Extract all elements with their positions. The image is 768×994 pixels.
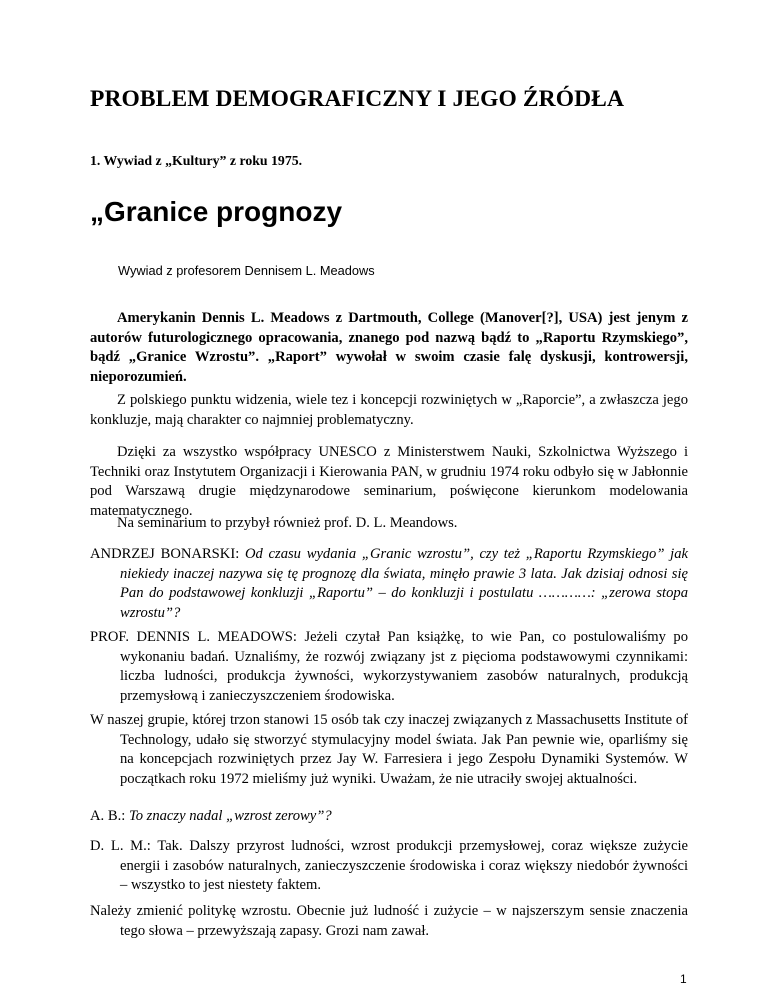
answer-text: W naszej grupie, której trzon stanowi 15 osób tak czy inaczej związanych z Massachusetts Institute of Technology, udało się stworzyć stymulacyjny model świata. Jak Pan pewnie wie, oparliśmy się na koncepcjach rozwiniętych przez Jay W. Farresiera i jego Zespołu Dynamiki Systemów. W początkach roku 1972 mieliśmy już wyniki. Uważam, że nie utraciły swojej aktualności. (90, 712, 688, 787)
answer-text: Jeżeli czytał Pan książkę, to wie Pan, co postulowaliśmy po wykonaniu badań. Uznaliśmy, że rozwój związany jst z pięcioma podstawowymi czynnikami: liczba ludności, produkcja żywności, wykorzystywaniem zasobów naturalnych, produkcją przemysłową i zanieczyszczeniem środowiska. (120, 629, 688, 704)
dialogue-answer-1 (90, 628, 688, 706)
question-text: To znaczy nadal „wzrost zerowy”? (128, 808, 332, 824)
lead-paragraph: Amerykanin Dennis L. Meadows z Dartmouth, College (Manover[?], USA) jest jenym z autorów futurologicznego opracowania, znanego pod nazwą bądź to „Raportu Rzymskiego”, bądź „Granice Wzrostu”. „Raport” wywołał w swoim czasie falę dyskusji, kontrowersji, nieporozumień. (90, 310, 688, 385)
speaker-label: PROF. DENNIS L. MEADOWS: (90, 629, 297, 645)
dialogue-answer-2 (90, 837, 688, 896)
dialogue-answer-continued (90, 711, 688, 789)
speaker-label: A. B.: (90, 808, 126, 824)
answer-text: Należy zmienić politykę wzrostu. Obecnie już ludność i zużycie – w najszerszym sensie znaczenia tego słowa – przewyższają zapasy. Grozi nam zawał. (90, 903, 688, 939)
document-title: PROBLEM DEMOGRAFICZNY I JEGO ŹRÓDŁA (90, 86, 625, 112)
article-subtitle: Wywiad z profesorem Dennisem L. Meadows (118, 263, 375, 278)
dialogue-answer-continued (90, 902, 688, 941)
dialogue-question-2 (90, 807, 332, 827)
dialogue-question-1 (90, 545, 688, 623)
paragraph: Na seminarium to przybył również prof. D. L. Meandows. (117, 515, 458, 531)
paragraph: Dzięki za wszystko współpracy UNESCO z Ministerstwem Nauki, Szkolnictwa Wyższego i Techniki oraz Instytutem Organizacji i Kierowania PAN, w grudniu 1974 roku odbyło się w Jabłonnie pod Warszawą drugie międzynarodowe seminarium, poświęcone kierunkom modelowania matematycznego. (90, 444, 688, 519)
speaker-label: ANDRZEJ BONARSKI: (90, 546, 240, 562)
question-text: Od czasu wydania „Granic wzrostu”, czy też „Raportu Rzymskiego” jak niekiedy inaczej nazywa się tę prognozę dla świata, minęło prawie 3 lata. Jak dzisiaj odnosi się Pan do podstawowej konkluzji „Raportu” – do konkluzji i postulatu …………: „zerowa stopa wzrostu”? (120, 546, 688, 621)
page-number: 1 (680, 972, 687, 986)
section-heading: 1. Wywiad z „Kultury” z roku 1975. (90, 153, 303, 168)
article-title: „Granice prognozy (90, 196, 343, 227)
answer-text: Tak. Dalszy przyrost ludności, wzrost produkcji przemysłowej, coraz większe zużycie energii i zasobów naturalnych, zanieczyszczenie środowiska i coraz większy niedobór żywności – wszystko to jest niestety faktem. (120, 838, 688, 894)
speaker-label: D. L. M.: (90, 838, 151, 854)
paragraph: Z polskiego punktu widzenia, wiele tez i koncepcji rozwiniętych w „Raporcie”, a zwłaszcza jego konkluzje, mają charakter co najmniej problematyczny. (90, 392, 688, 428)
